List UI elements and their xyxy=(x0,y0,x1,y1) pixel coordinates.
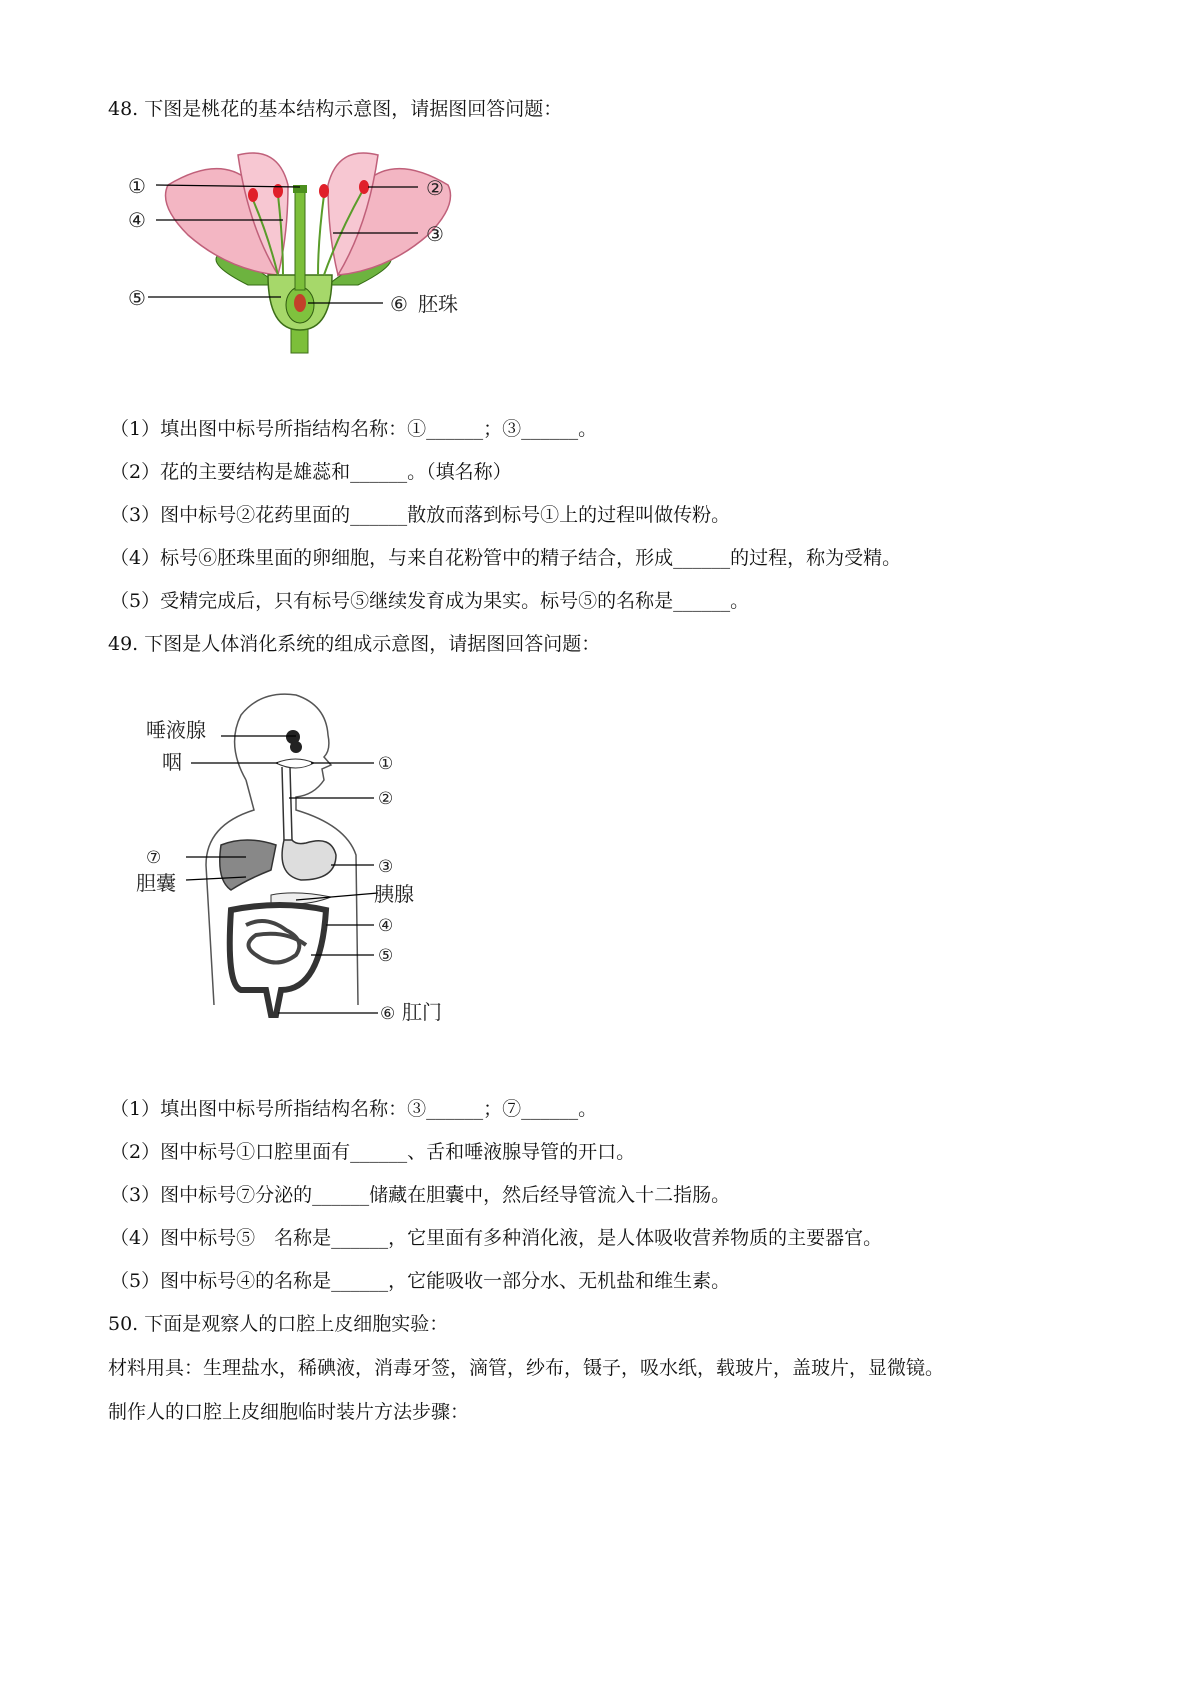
q48-item-3: （3）图中标号②花药里面的______散放而落到标号①上的过程叫做传粉。 xyxy=(110,504,731,526)
q48-item-1: （1）填出图中标号所指结构名称：①______；③______。 xyxy=(110,418,598,440)
digest-label-gallbladder: 胆囊 xyxy=(136,871,176,895)
digest-label-3: ③ xyxy=(378,857,394,877)
q49-item-5: （5）图中标号④的名称是______，它能吸收一部分水、无机盐和维生素。 xyxy=(110,1270,731,1292)
flower-label-3: ③ xyxy=(426,222,444,246)
q48-title: 48. 下图是桃花的基本结构示意图，请据图回答问题： xyxy=(108,98,563,120)
digest-label-salivary: 唾液腺 xyxy=(146,718,206,742)
digest-label-1: ① xyxy=(378,754,394,774)
q49-item-2: （2）图中标号①口腔里面有______、舌和唾液腺导管的开口。 xyxy=(110,1141,636,1163)
digest-label-2: ② xyxy=(378,789,394,809)
flower-label-1: ① xyxy=(128,174,146,198)
flower-label-ovule: 胚珠 xyxy=(418,292,458,316)
digest-label-pharynx: 咽 xyxy=(162,750,182,774)
q48-item-5: （5）受精完成后，只有标号⑤继续发育成为果实。标号⑤的名称是______。 xyxy=(110,590,750,612)
digest-label-pancreas: 胰腺 xyxy=(374,882,414,906)
q49-item-4: （4）图中标号⑤ 名称是______，它里面有多种消化液，是人体吸收营养物质的主要器官。 xyxy=(110,1227,883,1249)
digest-label-5: ⑤ xyxy=(378,946,394,966)
q49-title: 49. 下图是人体消化系统的组成示意图，请据图回答问题： xyxy=(108,633,601,655)
q50-steps: 制作人的口腔上皮细胞临时装片方法步骤： xyxy=(108,1401,470,1423)
flower-label-2: ② xyxy=(426,176,444,200)
digestive-system-diagram xyxy=(136,685,456,1035)
q49-item-1: （1）填出图中标号所指结构名称：③______；⑦______。 xyxy=(110,1098,598,1120)
q48-item-4: （4）标号⑥胚珠里面的卵细胞，与来自花粉管中的精子结合，形成______的过程，称为受精。 xyxy=(110,547,902,569)
q50-title: 50. 下面是观察人的口腔上皮细胞实验： xyxy=(108,1313,449,1335)
digest-label-anus: 肛门 xyxy=(402,1000,442,1024)
digest-label-4: ④ xyxy=(378,916,394,936)
peach-flower-diagram xyxy=(128,145,488,355)
q49-item-3: （3）图中标号⑦分泌的______储藏在胆囊中，然后经导管流入十二指肠。 xyxy=(110,1184,731,1206)
flower-label-6: ⑥ xyxy=(390,292,408,316)
q48-item-2: （2）花的主要结构是雄蕊和______。（填名称） xyxy=(110,461,512,483)
digest-label-7: ⑦ xyxy=(146,848,162,868)
flower-label-4: ④ xyxy=(128,208,146,232)
q50-materials: 材料用具：生理盐水，稀碘液，消毒牙签，滴管，纱布，镊子，吸水纸，载玻片，盖玻片，显微镜。 xyxy=(108,1357,945,1379)
flower-label-5: ⑤ xyxy=(128,286,146,310)
digest-label-6: ⑥ xyxy=(380,1004,396,1024)
